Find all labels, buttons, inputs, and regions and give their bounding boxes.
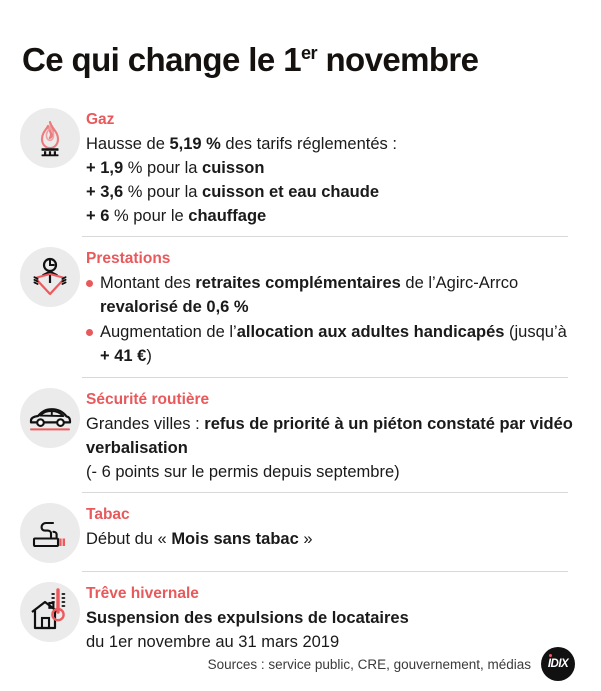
- list-item: [86, 271, 581, 319]
- plain-text: des tarifs réglementés :: [220, 135, 397, 154]
- section-prestations-bullets: [86, 271, 581, 368]
- icon-circle: [20, 247, 80, 307]
- sources-text: Sources : service public, CRE, gouvernement, médias: [207, 656, 531, 672]
- icon-circle: [20, 503, 80, 563]
- section-title-prestations: Prestations: [86, 250, 171, 268]
- page-title-main: Ce qui change le 1: [22, 41, 301, 79]
- emphasis-text: + 1,9: [86, 159, 124, 178]
- section-title-treve-hivernale: Trêve hivernale: [86, 585, 199, 603]
- section-gaz: [0, 102, 601, 236]
- section-tabac: [0, 493, 601, 571]
- section-treve-hivernale: [0, 572, 601, 658]
- emphasis-text: 5,19 %: [169, 135, 221, 154]
- plain-text: % pour le: [109, 207, 189, 226]
- house-thermometer-icon: [27, 586, 73, 638]
- text-line: [86, 132, 581, 156]
- plain-text: Début du «: [86, 530, 172, 549]
- section-title-gaz: Gaz: [86, 111, 115, 129]
- section-securite-lines: [86, 412, 581, 484]
- plain-text: Augmentation de l’: [100, 323, 237, 342]
- gas-flame-icon: [30, 118, 70, 158]
- section-gaz-lines: [86, 132, 581, 228]
- emphasis-text: Suspension des expulsions de locataires: [86, 609, 409, 628]
- idix-logo: [541, 647, 575, 681]
- section-tabac-body: [82, 499, 601, 551]
- logo-text: IDIX: [547, 658, 569, 671]
- section-prestations-icon-wrap: [18, 243, 82, 307]
- cigarette-icon: [29, 513, 71, 553]
- text-line: [86, 156, 581, 180]
- text-line: [86, 204, 581, 228]
- icon-circle: [20, 108, 80, 168]
- section-securite-body: [82, 384, 601, 484]
- plain-text: % pour la: [123, 183, 203, 202]
- plain-text: de l’Agirc-Arrco: [400, 274, 519, 293]
- section-tabac-icon-wrap: [18, 499, 82, 563]
- emphasis-text: chauffage: [188, 207, 267, 226]
- section-securite-icon-wrap: [18, 384, 82, 448]
- section-treve-icon-wrap: [18, 578, 82, 642]
- icon-circle: [20, 582, 80, 642]
- page-title: [0, 22, 601, 80]
- emphasis-text: cuisson: [202, 159, 265, 178]
- plain-text: % pour la: [123, 159, 203, 178]
- text-line: [86, 606, 581, 630]
- plain-text: Grandes villes :: [86, 415, 205, 434]
- car-icon: [27, 400, 73, 436]
- icon-circle: [20, 388, 80, 448]
- plain-text: du 1er novembre au 31 mars 2019: [86, 633, 340, 652]
- section-gaz-icon-wrap: [18, 104, 82, 168]
- plain-text: Montant des: [100, 274, 196, 293]
- list-item: [86, 320, 581, 368]
- emphasis-text: revalorisé de 0,6 %: [100, 298, 249, 317]
- section-tabac-lines: [86, 527, 581, 551]
- text-line: [86, 180, 581, 204]
- plain-text: »: [298, 530, 313, 549]
- page-title-tail: novembre: [316, 41, 479, 79]
- section-title-securite-routiere: Sécurité routière: [86, 391, 210, 409]
- emphasis-text: + 3,6: [86, 183, 124, 202]
- emphasis-text: cuisson et eau chaude: [202, 183, 380, 202]
- plain-text: Hausse de: [86, 135, 170, 154]
- sections-list: [0, 102, 601, 658]
- section-prestations-body: [82, 243, 601, 369]
- emphasis-text: retraites complémentaires: [195, 274, 401, 293]
- emphasis-text: + 41 €: [100, 347, 147, 366]
- emphasis-text: refus de priorité à un piéton constaté par vidéo verbalisation: [86, 415, 573, 458]
- emphasis-text: allocation aux adultes handicapés: [236, 323, 505, 342]
- text-line: [86, 527, 581, 551]
- page-title-ordinal-suffix: er: [300, 43, 317, 64]
- infographic-page: [0, 22, 601, 691]
- section-treve-body: [82, 578, 601, 654]
- section-securite-routiere: [0, 378, 601, 492]
- emphasis-text: Mois sans tabac: [171, 530, 299, 549]
- text-line: [86, 412, 581, 460]
- benefits-person-icon: [29, 256, 71, 298]
- section-prestations: [0, 237, 601, 377]
- emphasis-text: + 6: [86, 207, 110, 226]
- footer: [0, 647, 601, 681]
- plain-text: (- 6 points sur le permis depuis septembre): [86, 463, 400, 482]
- plain-text: (jusqu’à: [504, 323, 567, 342]
- text-line: [86, 460, 581, 484]
- section-title-tabac: Tabac: [86, 506, 130, 524]
- logo-accent-dot: [549, 654, 552, 657]
- plain-text: ): [146, 347, 152, 366]
- section-gaz-body: [82, 104, 601, 228]
